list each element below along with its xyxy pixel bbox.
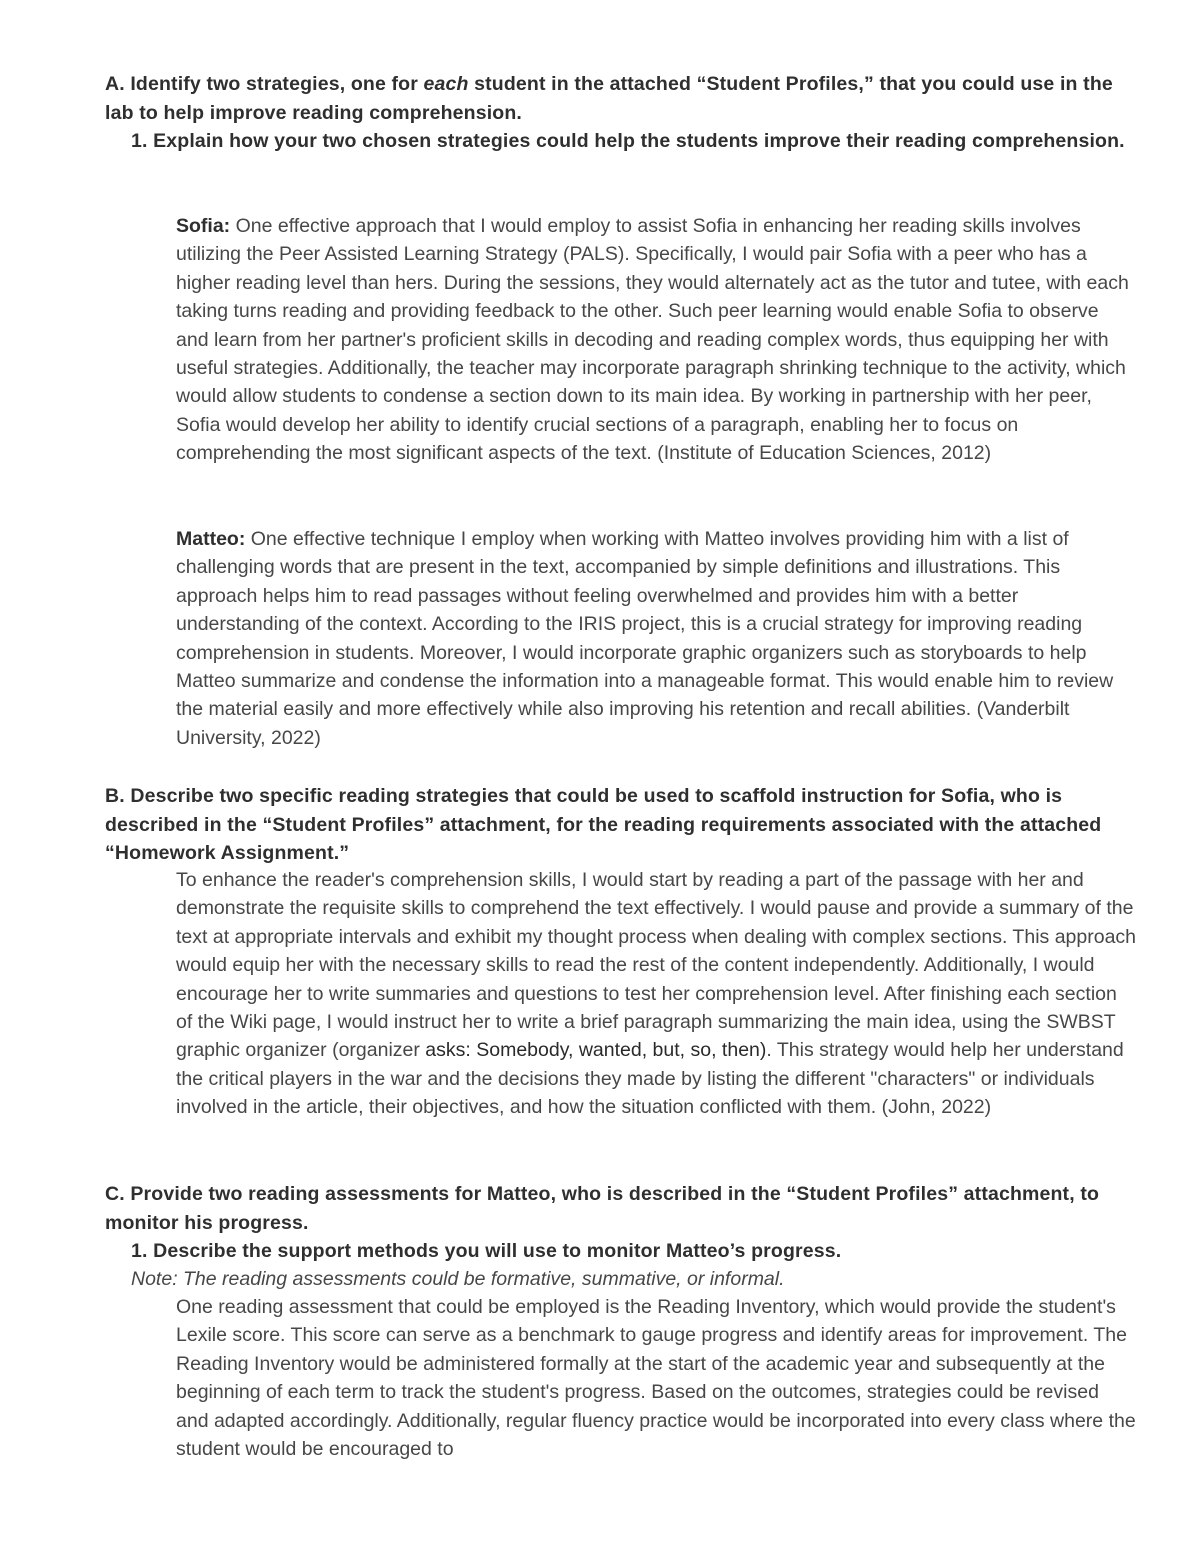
section-a-heading — [105, 70, 1145, 127]
matteo-label: Matteo: — [176, 528, 246, 550]
section-c-item-1: 1. Describe the support methods you will use to monitor Matteo’s progress. — [131, 1240, 842, 1262]
sofia-label: Sofia: — [176, 215, 231, 237]
sofia-paragraph — [176, 212, 1136, 468]
matteo-text: One effective technique I employ when working with Matteo involves providing him with a list of challenging words that are present in the text, accompanied by simple definitions and illustrations. This approach helps him to read passages without feeling overwhelmed and provides him with a better understanding of the context. According to the IRIS project, this is a crucial strategy for improving reading comprehension in students. Moreover, I would incorporate graphic organizers such as storyboards to help Matteo summarize and condense the information into a manageable format. This would enable him to review the material easily and more effectively while also improving his retention and recall abilities. (Vanderbilt University, 2022) — [176, 528, 1114, 749]
section-a-heading-emphasis: each — [423, 73, 469, 95]
section-b-heading: B. Describe two specific reading strategies that could be used to scaffold instruction for Sofia, who is described in the “Student Profiles” attachment, for the reading requirements associated with the attached “Homework Assignment.” — [105, 785, 1102, 864]
section-c-heading: C. Provide two reading assessments for Matteo, who is described in the “Student Profiles” attachment, to monitor his progress. — [105, 1183, 1100, 1234]
section-c-paragraph: One reading assessment that could be employed is the Reading Inventory, which would provide the student's Lexile score. This score can serve as a benchmark to gauge progress and identify areas for improvement. The Reading Inventory would be administered formally at the start of the academic year and subsequently at the beginning of each term to track the student's progress. Based on the outcomes, strategies could be revised and adapted accordingly. Additionally, regular fluency practice would be incorporated into every class where the student would be encouraged to — [176, 1296, 1136, 1461]
section-a-heading-prefix: A. Identify two strategies, one for — [105, 73, 424, 95]
section-b-text-part2: . This strategy would help her understand the critical players in the war and the decisions they made by listing the different "characters" or individuals involved in the article, their objectives, and how the situation conflicted with them. (John, 2022) — [176, 1039, 1124, 1119]
sofia-text: One effective approach that I would employ to assist Sofia in enhancing her reading skills involves utilizing the Peer Assisted Learning Strategy (PALS). Specifically, I would pair Sofia with a peer who has a higher reading level than hers. During the sessions, they would alternately act as the tutor and tutee, with each taking turns reading and providing feedback to the other. Such peer learning would enable Sofia to observe and learn from her partner's proficient skills in decoding and reading complex words, thus equipping her with useful strategies. Additionally, the teacher may incorporate paragraph shrinking technique to the activity, which would allow students to condense a section down to its main idea. By working in partnership with her peer, Sofia would develop her ability to identify crucial sections of a paragraph, enabling her to focus on comprehending the most significant aspects of the text. (Institute of Education Sciences, 2012) — [176, 215, 1129, 465]
matteo-paragraph — [176, 525, 1136, 752]
section-b-swbst-prompts: asks: Somebody, wanted, but, so, then) — [425, 1039, 767, 1062]
section-b-paragraph — [176, 866, 1136, 1122]
section-c-note: Note: The reading assessments could be formative, summative, or informal. — [131, 1268, 785, 1290]
section-a-heading-suffix: student in the attached “Student Profiles,” that you could use in the lab to help improve reading comprehension. — [105, 73, 1113, 124]
section-a-item-1: 1. Explain how your two chosen strategies could help the students improve their reading comprehension. — [131, 130, 1125, 152]
section-b-text-part1: To enhance the reader's comprehension skills, I would start by reading a part of the passage with her and demonstrate the requisite skills to comprehend the text effectively. I would pause and provide a summary of the text at appropriate intervals and exhibit my thought process when dealing with complex sections. This approach would equip her with the necessary skills to read the rest of the content independently. Additionally, I would encourage her to write summaries and questions to test her comprehension level. After finishing each section of the Wiki page, I would instruct her to write a brief paragraph summarizing the main idea, using the SWBST graphic organizer (organizer — [176, 869, 1137, 1062]
